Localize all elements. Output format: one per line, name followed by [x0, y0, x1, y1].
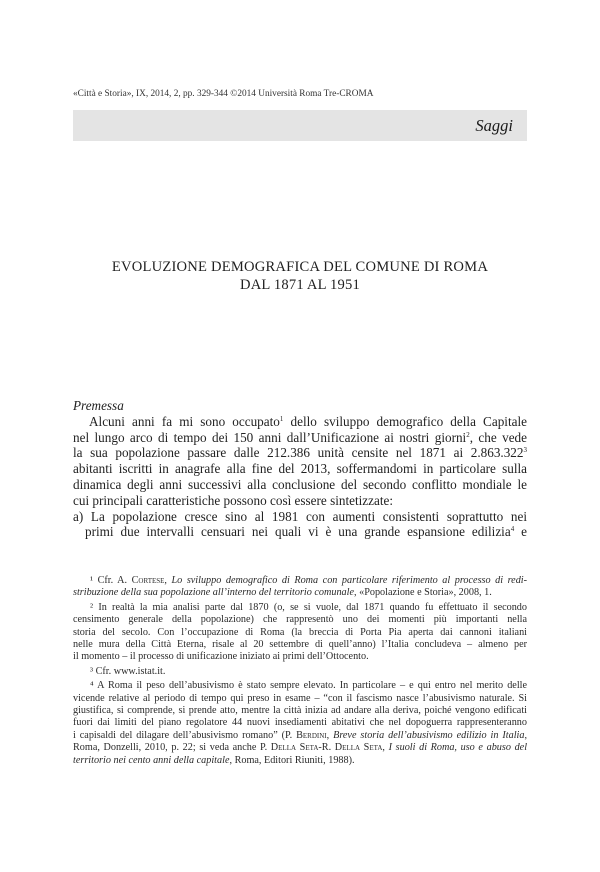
istat-link[interactable]: Cfr. www.istat.it. — [95, 665, 166, 677]
body-line: nel lungo arco di tempo dei 150 anni dall’Unificazione ai nostri giorni$^2$, che vede — [73, 429, 527, 445]
footnote-2-line: censimento generale della popolazione) che rappresentò uno dei momenti più importanti nella — [73, 614, 527, 626]
footnote-4-line: territorio nei cento anni della capitale, Roma, Editori Riuniti, 1988). — [73, 754, 355, 766]
subheading: Premessa — [73, 398, 124, 413]
title-line-2: DAL 1871 AL 1951 — [239, 277, 361, 293]
footnote-2-line: il momento – il processo di unificazione iniziato ai primi dell’Ottocento. — [73, 651, 369, 663]
body-line: cui principali caratteristiche possono così essere sintetizzate: — [73, 492, 394, 508]
title-line-1: EVOLUZIONE DEMOGRAFICA DEL COMUNE DI ROMA — [111, 259, 489, 275]
body-line: la sua popolazione passare dalle 212.386 unità censite nel 1871 ai 2.863.322$^3$ — [73, 445, 527, 461]
list-item-a-continued: primi due intervalli censuari nei quali vi è una grande espansione edilizia$^4$ e — [85, 524, 527, 540]
footnote-ref[interactable]: 1 — [279, 414, 284, 423]
list-item-a: a) La popolazione cresce sino al 1981 con aumenti consistenti soprattutto nei — [73, 508, 527, 524]
section-label: Saggi — [475, 116, 513, 135]
footnote-3: ³ Cfr. www.istat.it. — [90, 665, 166, 677]
body-line: abitanti iscritti in anagrafe alla fine del 2013, soffermandomi in particolare sulla — [73, 461, 527, 477]
footnote-4-line: i capisaldi del dilagare dell’abusivismo romano” (P. Berdini, Breve storia dell’abusivismo edilizio in Italia, — [73, 729, 528, 741]
footnote-4-line: Roma, Donzelli, 2010, p. 22; si veda anche P. Della Seta-R. Della Seta, I suoli di Roma, uso e abuso del — [73, 742, 528, 754]
footnote-1: ¹ Cfr. A. Cortese, Lo sviluppo demografico di Roma con particolare riferimento al processo di redi- — [90, 575, 528, 586]
footnote-4: ⁴ A Roma il peso dell’abusivismo è stato sempre elevato. In particolare – e qui entro nel merito delle — [90, 680, 528, 692]
body-line: Alcuni anni fa mi sono occupato$^1$ dello sviluppo demografico della Capitale — [89, 413, 527, 429]
footnote-4-line: giustifica, si comprende, si prende atto, mentre la città inizia ad andare alla deriva, poiché vengono edificati — [73, 705, 527, 717]
journal-citation: «Città e Storia», IX, 2014, 2, pp. 329-344 ©2014 Università Roma Tre-CROMA — [73, 89, 374, 99]
body-line: dinamica degli anni successivi alla conclusione del secondo conflitto mondiale le — [73, 476, 527, 492]
article-title — [73, 258, 527, 294]
footnote-4-line: vicende relative al periodo di tempo qui preso in esame – “con il fascismo nasce l’abusivismo naturale. Si — [73, 692, 527, 704]
article-body — [73, 398, 527, 540]
footnote-ref[interactable]: 3 — [523, 446, 527, 455]
footnote-2-line: nelle mura della Città Eterna, risale al 20 settembre di quell’anno) l’Italia concludeva – almeno per — [73, 639, 527, 651]
footnote-ref[interactable]: 2 — [466, 430, 470, 439]
footnote-1-line: stribuzione della sua popolazione all’interno del territorio comunale, «Popolazione e Storia», 2008, 1. — [73, 587, 492, 599]
section-banner — [73, 110, 527, 141]
footnote-2: ² In realtà la mia analisi parte dal 1870 (o, se si vuole, dal 1871 quando fu effettuato il secondo — [90, 601, 527, 613]
footnote-2-line: storia del secolo. Con l’occupazione di Roma (la breccia di Porta Pia aperta dai cannoni italiani — [73, 626, 527, 638]
footnote-4-line: fuori dai limiti del piano regolatore 44 nuovi insediamenti abitativi che nel dopoguerra rappresenteranno — [73, 717, 527, 729]
footnote-ref[interactable]: 4 — [510, 525, 515, 534]
footnotes — [73, 575, 527, 767]
